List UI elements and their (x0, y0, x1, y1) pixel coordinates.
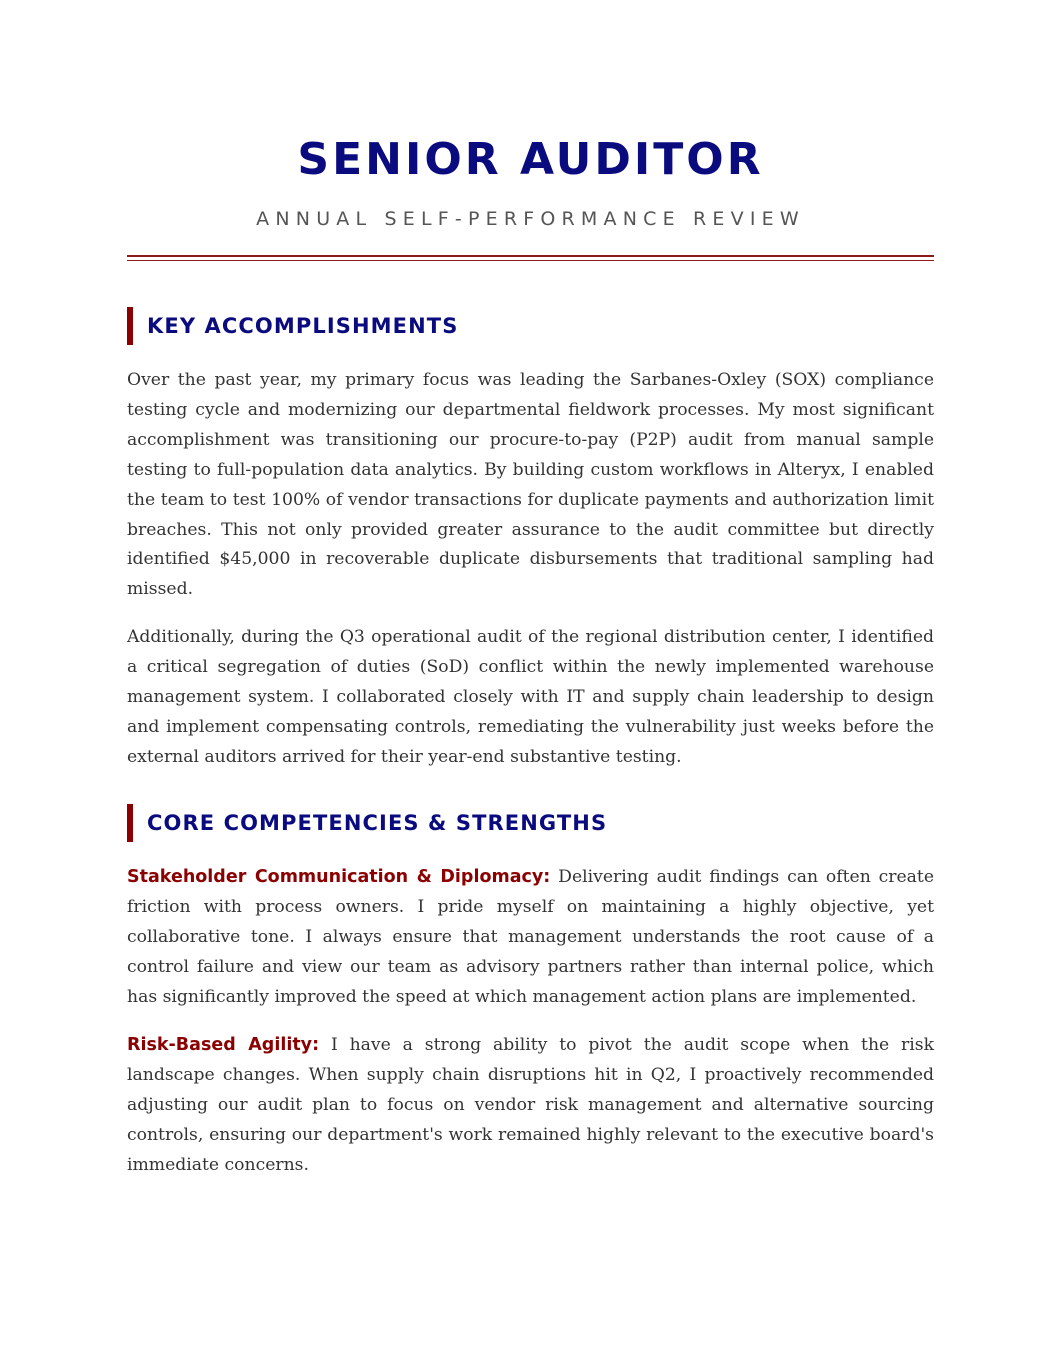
section-accent-bar (127, 804, 133, 842)
section-header-core-competencies (127, 804, 934, 842)
section-header-key-accomplishments (127, 307, 934, 345)
competency-lead: Risk-Based Agility: (127, 1035, 320, 1055)
header-divider (127, 255, 934, 261)
page-title: SENIOR AUDITOR (297, 134, 764, 185)
page-subtitle: ANNUAL SELF-PERFORMANCE REVIEW (256, 208, 805, 230)
competency-item (127, 863, 934, 1013)
section-title: KEY ACCOMPLISHMENTS (147, 314, 459, 338)
competency-text: Delivering audit findings can often create friction with process owners. I pride myself on maintaining a highly objective, yet collaborative tone. I always ensure that management understands the root cause of a control failure and view our team as advisory partners rather than internal police, which has significantly improved the speed at which management action plans are implemented. (127, 867, 934, 1007)
competency-lead: Stakeholder Communication & Diplomacy: (127, 867, 551, 887)
accomplishments-paragraph: Over the past year, my primary focus was leading the Sarbanes-Oxley (SOX) compliance testing cycle and modernizing our departmental fieldwork processes. My most significant accomplishment was transitioning our procure-to-pay (P2P) audit from manual sample testing to full-population data analytics. By building custom workflows in Alteryx, I enabled the team to test 100% of vendor transactions for duplicate payments and authorization limit breaches. This not only provided greater assurance to the audit committee but directly identified $45,000 in recoverable duplicate disbursements that traditional sampling had missed. (127, 370, 934, 600)
competency-text: I have a strong ability to pivot the audit scope when the risk landscape changes. When supply chain disruptions hit in Q2, I proactively recommended adjusting our audit plan to focus on vendor risk management and alternative sourcing controls, ensuring our department's work remained highly relevant to the executive board's immediate concerns. (127, 1035, 935, 1175)
section-accent-bar (127, 307, 133, 345)
section-title: CORE COMPETENCIES & STRENGTHS (147, 811, 608, 835)
competency-item (127, 1031, 934, 1181)
accomplishments-paragraph: Additionally, during the Q3 operational audit of the regional distribution center, I identified a critical segregation of duties (SoD) conflict within the newly implemented warehouse management system. I collaborated closely with IT and supply chain leadership to design and implement compensating controls, remediating the vulnerability just weeks before the external auditors arrived for their year-end substantive testing. (127, 627, 934, 767)
